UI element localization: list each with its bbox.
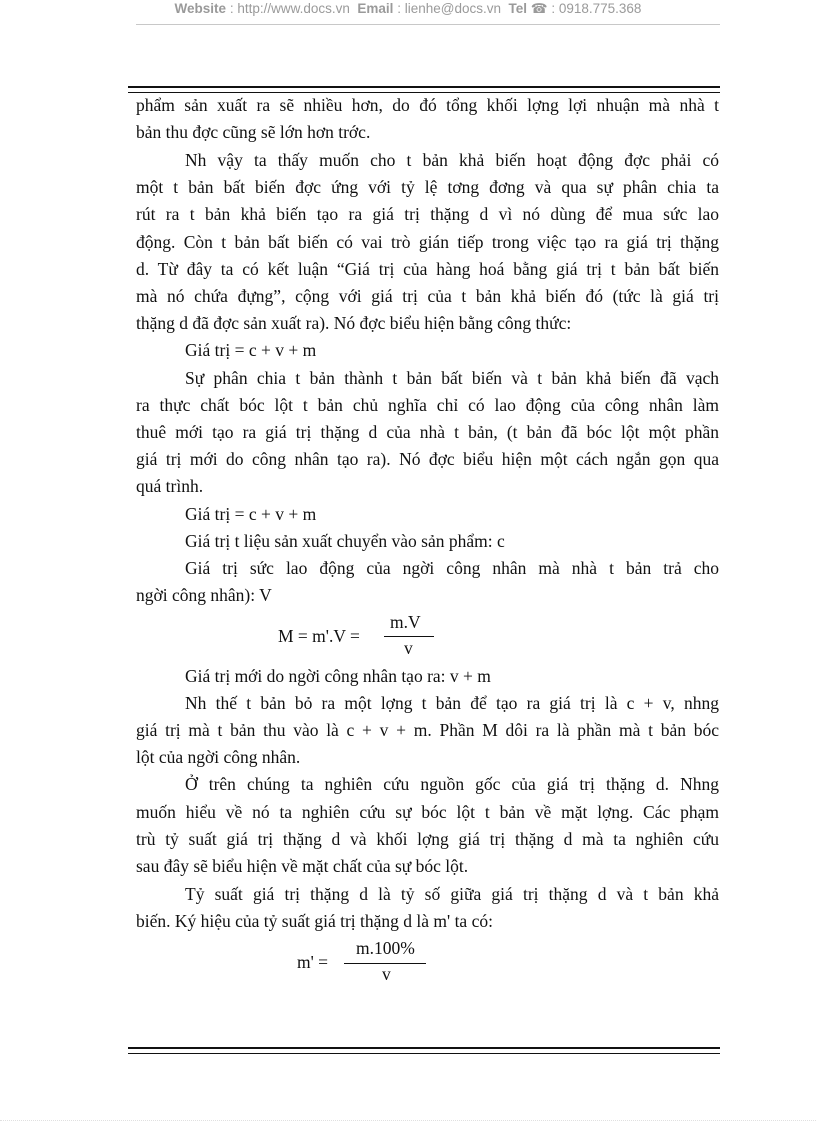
text-line: một t bản bất biến đợc ứng với tỷ lệ tơng đơng và qua sự phân chia ta [136, 177, 719, 197]
email-label: Email [357, 1, 394, 16]
text-line: giá trị mới do công nhân tạo ra). Nó đợc biểu hiện một cách ngắn gọn qua [136, 449, 719, 469]
website-label: Website [174, 1, 227, 16]
formula-lhs: m' = [297, 952, 329, 972]
text-line: Giá trị t liệu sản xuất chuyển vào sản phẩm: c [185, 531, 505, 551]
text-line: bản thu đợc cũng sẽ lớn hơn trớc. [136, 122, 371, 142]
bottom-double-rule [128, 1047, 720, 1054]
email-value[interactable]: : lienhe@docs.vn [397, 1, 501, 16]
page-header [0, 0, 816, 18]
text-line: Giá trị mới do ngời công nhân tạo ra: v + m [185, 666, 491, 686]
text-line: động. Còn t bản bất biến có vai trò gián tiếp trong việc tạo ra giá trị thặng [136, 232, 719, 252]
formula-denominator: v [382, 964, 391, 984]
tel-value: : 0918.775.368 [551, 1, 642, 16]
text-line: Ở trên chúng ta nghiên cứu nguồn gốc của giá trị thặng d. Nhng [185, 774, 719, 794]
text-line: d. Từ đây ta có kết luận “Giá trị của hàng hoá bằng giá trị t bản bất biến [136, 259, 719, 279]
text-line: Giá trị sức lao động của ngời công nhân mà nhà t bản trả cho [185, 558, 719, 578]
header-rule [136, 24, 720, 25]
website-value[interactable]: : http://www.docs.vn [229, 1, 350, 16]
phone-icon: ☎ [530, 1, 548, 16]
text-line: thặng d đã đợc sản xuất ra). Nó đợc biểu hiện bằng công thức: [136, 313, 572, 333]
formula-line: Giá trị = c + v + m [185, 340, 317, 360]
formula-lhs: M = m'.V = [278, 626, 360, 646]
text-line: rút ra t bản khả biến tạo ra giá trị thặng d vì nó dùng để mua sức lao [136, 204, 719, 224]
text-line: muốn hiểu về nó ta nghiên cứu sự bóc lột t bản về mặt lợng. Các phạm [136, 802, 719, 822]
tel-label: Tel [508, 1, 527, 16]
text-line: Tỷ suất giá trị thặng d là tỷ số giữa giá trị thặng d và t bản khả [185, 884, 719, 904]
text-line: biến. Ký hiệu của tỷ suất giá trị thặng d là m' ta có: [136, 911, 493, 931]
text-line: sau đây sẽ biểu hiện về mặt chất của sự bóc lột. [136, 856, 469, 876]
text-line: thuê mới tạo ra giá trị thặng d của nhà t bản, (t bản đã bóc lột một phần [136, 422, 719, 442]
formula-numerator: m.100% [356, 938, 415, 958]
text-line: phẩm sản xuất ra sẽ nhiều hơn, do đó tổng khối lợng lợi nhuận mà nhà t [136, 95, 719, 115]
fraction-bar [384, 636, 434, 637]
formula-numerator: m.V [390, 612, 421, 632]
text-line: quá trình. [136, 476, 204, 496]
text-line: trù tỷ suất giá trị thặng d và khối lợng giá trị thặng d mà ta nghiên cứu [136, 829, 719, 849]
text-line: mà nó chứa đựng”, cộng với giá trị của t bản khả biến đó (tức là giá trị [136, 286, 719, 306]
text-line: giá trị mà t bản thu vào là c + v + m. Phần M dôi ra là phần mà t bản bóc [136, 720, 719, 740]
text-line: Nh thế t bản bỏ ra một lợng t bản để tạo ra giá trị là c + v, nhng [185, 693, 719, 713]
text-line: lột của ngời công nhân. [136, 747, 301, 767]
formula-line: Giá trị = c + v + m [185, 504, 317, 524]
formula-denominator: v [404, 638, 413, 658]
top-double-rule [128, 86, 720, 93]
text-line: ngời công nhân): V [136, 585, 272, 605]
text-line: ra thực chất bóc lột t bản chủ nghĩa chỉ có lao động của công nhân làm [136, 395, 719, 415]
text-line: Sự phân chia t bản thành t bản bất biến và t bản khả biến đã vạch [185, 368, 719, 388]
footer-dotted-rule [0, 1120, 816, 1121]
text-line: Nh vậy ta thấy muốn cho t bản khả biến hoạt động đợc phải có [185, 150, 719, 170]
